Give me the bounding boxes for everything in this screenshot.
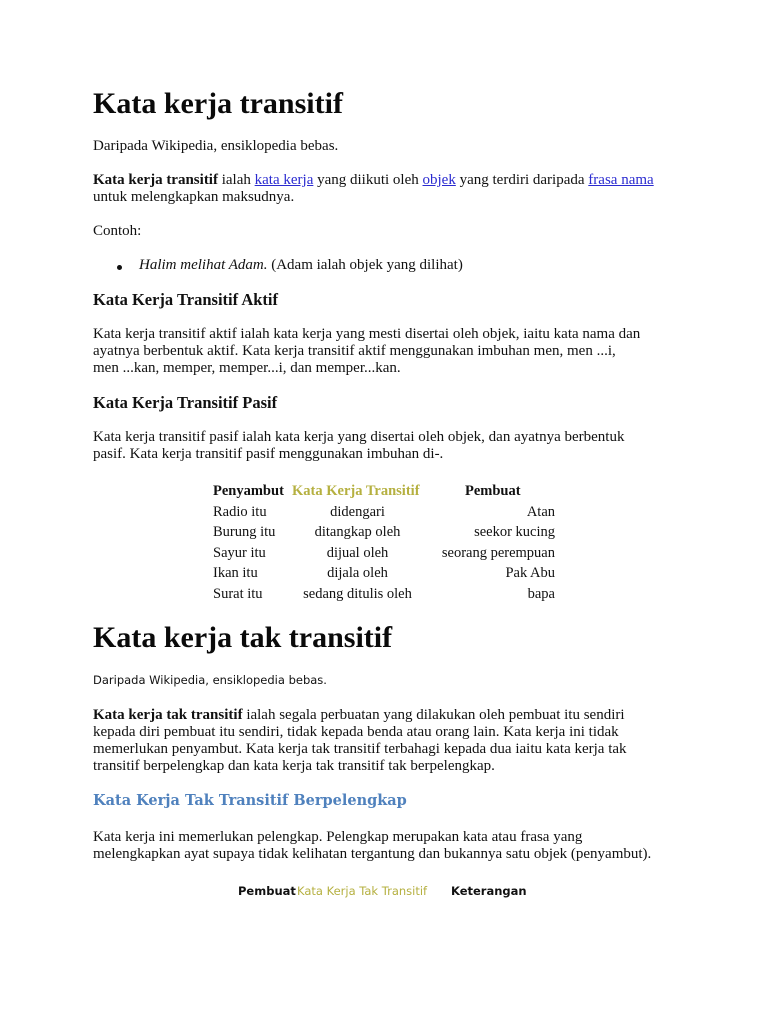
- aktif-line: men ...kan, memper, memper...i, dan memper...kan.: [93, 360, 401, 376]
- pasif-line: pasif. Kata kerja transitif pasif menggunakan imbuhan di-.: [93, 446, 444, 462]
- heading-berpelengkap: Kata Kerja Tak Transitif Berpelengkap: [93, 792, 407, 809]
- tak-transitif-intro: [93, 707, 625, 724]
- intro-text: ialah: [217, 172, 255, 188]
- cell-kata-kerja: dijual oleh: [326, 544, 389, 561]
- source-note-2: Daripada Wikipedia, ensiklopedia bebas.: [93, 673, 327, 687]
- table-header-row: [213, 481, 555, 502]
- cell-penyambut: Surat itu: [213, 585, 263, 602]
- cell-penyambut: Ikan itu: [213, 565, 258, 581]
- cell-kata-kerja: sedang ditulis oleh: [303, 585, 412, 602]
- cell-pembuat: Atan: [526, 503, 555, 520]
- cell-penyambut: Sayur itu: [213, 544, 266, 561]
- intro-paragraph: [93, 172, 654, 189]
- cell-pembuat: Pak Abu: [505, 565, 555, 581]
- header-pembuat: Pembuat: [238, 884, 296, 898]
- intro-text: yang diikuti oleh: [313, 172, 423, 188]
- tak-transitif-line: transitif berpelengkap dan kata kerja tak transitif tak berpelengkap.: [93, 758, 495, 774]
- intro-text: ialah segala perbuatan yang dilakukan oleh pembuat itu sendiri: [242, 707, 625, 723]
- header-pembuat: Pembuat: [465, 483, 521, 499]
- cell-pembuat: bapa: [527, 585, 555, 602]
- table-row: [213, 563, 555, 584]
- table-row: [213, 522, 555, 543]
- berpelengkap-line: melengkapkan ayat supaya tidak kelihatan tergantung dan bukannya satu objek (penyambut).: [93, 846, 652, 862]
- intro-bold-term: Kata kerja tak transitif: [93, 707, 243, 723]
- source-note: Daripada Wikipedia, ensiklopedia bebas.: [93, 138, 339, 154]
- berpelengkap-line: Kata kerja ini memerlukan pelengkap. Pelengkap merupakan kata atau frasa yang: [93, 829, 583, 845]
- aktif-line: ayatnya berbentuk aktif. Kata kerja transitif aktif menggunakan imbuhan men, men ...i,: [93, 343, 616, 359]
- example-explanation: (Adam ialah objek yang dilihat): [267, 257, 463, 273]
- link-objek[interactable]: objek: [422, 172, 456, 188]
- cell-penyambut: Burung itu: [213, 524, 276, 540]
- transitif-table: [213, 481, 555, 604]
- aktif-line: Kata kerja transitif aktif ialah kata kerja yang mesti disertai oleh objek, iaitu kata nama dan: [93, 326, 641, 342]
- header-keterangan: Keterangan: [451, 884, 527, 898]
- link-frasa-nama[interactable]: frasa nama: [588, 172, 654, 188]
- example-sentence: Halim melihat Adam.: [139, 257, 268, 273]
- section-title-tak-transitif: Kata kerja tak transitif: [93, 621, 393, 654]
- cell-kata-kerja: didengari: [330, 503, 385, 520]
- header-kata-kerja-tak-transitif: Kata Kerja Tak Transitif: [297, 884, 428, 898]
- link-kata-kerja[interactable]: kata kerja: [254, 172, 314, 188]
- intro-line-2: untuk melengkapkan maksudnya.: [93, 189, 295, 205]
- cell-penyambut: Radio itu: [213, 503, 267, 520]
- cell-kata-kerja: dijala oleh: [327, 565, 388, 581]
- bullet-icon: [117, 265, 122, 270]
- table-row: [213, 502, 555, 523]
- cell-pembuat: seorang perempuan: [441, 544, 555, 561]
- pasif-line: Kata kerja transitif pasif ialah kata kerja yang disertai oleh objek, dan ayatnya berbentuk: [93, 429, 625, 445]
- table-row: [213, 584, 555, 605]
- cell-pembuat: seekor kucing: [474, 524, 555, 540]
- header-penyambut: Penyambut: [213, 483, 284, 499]
- table-row: [213, 543, 555, 564]
- page-title: Kata kerja transitif: [93, 87, 343, 120]
- heading-transitif-pasif: Kata Kerja Transitif Pasif: [93, 393, 278, 412]
- intro-bold-term: Kata kerja transitif: [93, 172, 218, 188]
- intro-text: yang terdiri daripada: [455, 172, 589, 188]
- example-item: [139, 257, 463, 274]
- cell-kata-kerja: ditangkap oleh: [314, 524, 401, 540]
- header-kata-kerja: Kata Kerja Transitif: [292, 483, 420, 499]
- heading-transitif-aktif: Kata Kerja Transitif Aktif: [93, 290, 278, 309]
- example-label: Contoh:: [93, 223, 142, 239]
- tak-transitif-line: memerlukan penyambut. Kata kerja tak transitif terbahagi kepada dua iaitu kata kerja tak: [93, 741, 627, 757]
- tak-transitif-line: kepada diri pembuat itu sendiri, tidak kepada benda atau orang lain. Kata kerja ini tidak: [93, 724, 619, 740]
